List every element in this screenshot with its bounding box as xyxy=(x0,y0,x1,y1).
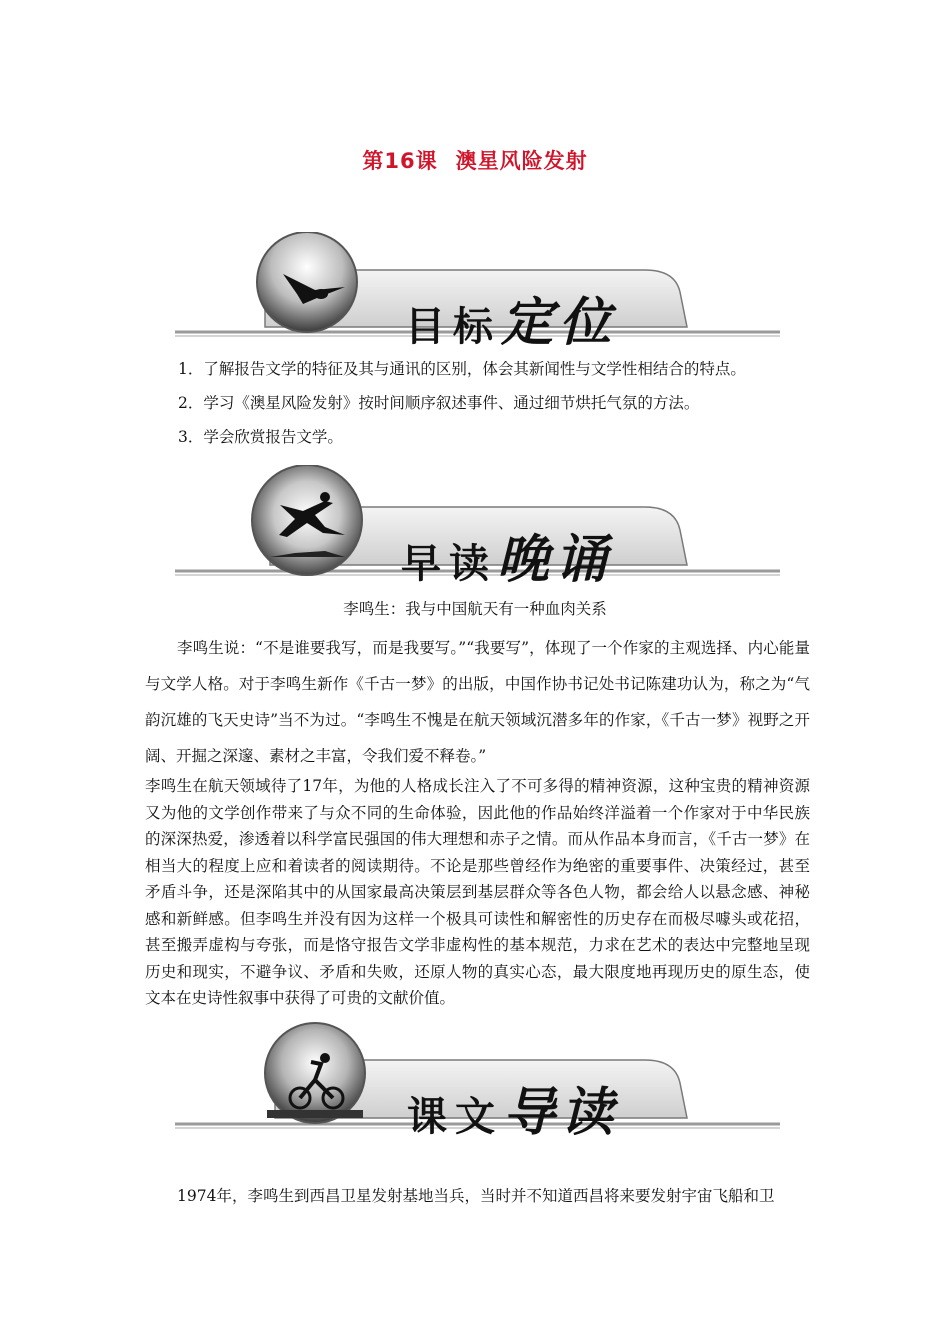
guide-paragraph: 1974年，李鸣生到西昌卫星发射基地当兵，当时并不知道西昌将来要发射宇宙飞船和卫 xyxy=(177,1187,775,1205)
guide-banner-bold: 导读 xyxy=(503,1083,620,1143)
objective-item: 3．学会欣赏报告文学。 xyxy=(178,428,343,446)
reading-paragraph-1: 李鸣生说：“不是谁要我写，而是我要写。”“我要写”，体现了一个作家的主观选择、内心能量与文学人格。对于李鸣生新作《千古一梦》的出版，中国作协书记处书记陈建功认为，称之为“气韵沉雄的飞天史诗”当不为过。“李鸣生不愧是在航天领域沉潜多年的作家，《千古一梦》视野之开阔、开掘之深邃、素材之丰富，令我们爱不释卷。” xyxy=(145,639,810,765)
goal-banner-bold: 定位 xyxy=(501,293,618,353)
guide-banner-normal: 课文 xyxy=(407,1094,503,1140)
goal-banner xyxy=(175,232,780,353)
lesson-title xyxy=(0,145,950,175)
goal-banner-normal: 目标 xyxy=(405,304,501,350)
objective-item: 2．学习《澳星风险发射》按时间顺序叙述事件、通过细节烘托气氛的方法。 xyxy=(178,394,700,412)
reading-banner-bold: 晚诵 xyxy=(497,530,614,590)
lesson-number: 第16课 xyxy=(362,149,438,173)
reading-banner xyxy=(175,465,780,590)
reading-banner-normal: 早读 xyxy=(401,541,497,587)
objectives-list xyxy=(178,352,818,454)
reading-paragraph-2: 李鸣生在航天领域待了17年，为他的人格成长注入了不可多得的精神资源，这种宝贵的精神资源又为他的文学创作带来了与众不同的生命体验，因此他的作品始终洋溢着一个作家对于中华民族的深深热爱，渗透着以科学富民强国的伟大理想和赤子之情。而从作品本身而言，《千古一梦》在相当大的程度上应和着读者的阅读期待。不论是那些曾经作为绝密的重要事件、决策经过，甚至矛盾斗争，还是深陷其中的从国家最高决策层到基层群众等各色人物，都会给人以悬念感、神秘感和新鲜感。但李鸣生并没有因为这样一个极具可读性和解密性的历史存在而极尽噱头或花招，甚至搬弄虚构与夸张，而是恪守报告文学非虚构性的基本规范，力求在艺术的表达中完整地呈现历史和现实，不避争议、矛盾和失败，还原人物的真实心态，最大限度地再现历史的原生态，使文本在史诗性叙事中获得了可贵的文献价值。 xyxy=(145,777,810,1007)
reading-heading: 李鸣生：我与中国航天有一种血肉关系 xyxy=(343,600,607,618)
objective-item: 1．了解报告文学的特征及其与通讯的区别，体会其新闻性与文学性相结合的特点。 xyxy=(178,360,746,378)
lesson-name: 澳星风险发射 xyxy=(455,149,588,173)
guide-banner xyxy=(175,1018,780,1143)
